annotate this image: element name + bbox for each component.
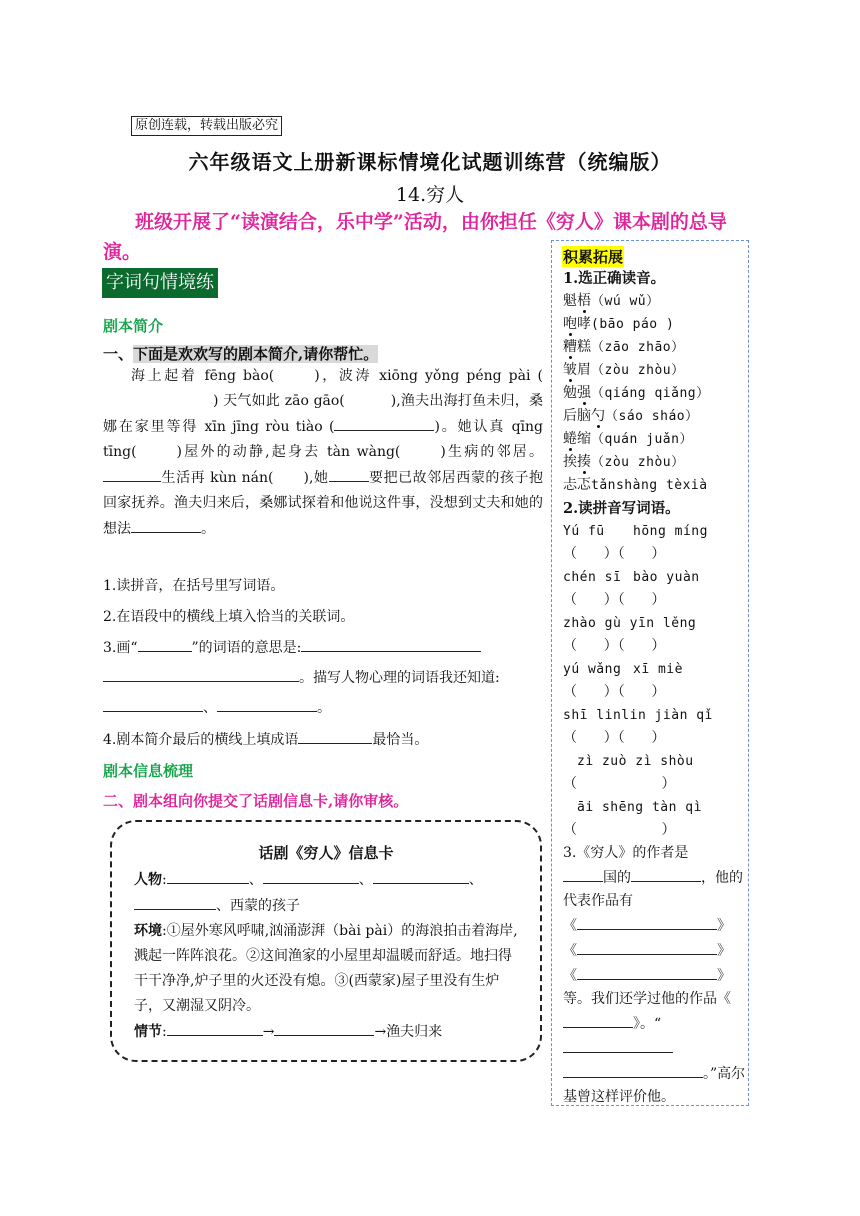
reading-item: 蜷缩（quán juǎn） xyxy=(563,431,693,447)
reading-item: 忐忑tǎnshàng tèxià xyxy=(563,477,708,493)
answer-blank[interactable] xyxy=(167,1019,263,1036)
answer-blank[interactable] xyxy=(134,893,216,910)
answer-blank[interactable] xyxy=(167,867,249,884)
reading-item: 勉强（qiáng qiǎng） xyxy=(563,385,710,401)
answer-blank[interactable] xyxy=(217,695,317,712)
reading-item: 皱眉（zòu zhòu） xyxy=(563,362,685,378)
sidebar-label: 积累拓展 xyxy=(563,248,624,266)
page-title: 六年级语文上册新课标情境化试题训练营（统编版） xyxy=(188,150,672,174)
answer-blank[interactable] xyxy=(329,465,369,482)
reading-item: 糟糕（zāo zhāo） xyxy=(563,339,685,355)
answer-blank[interactable] xyxy=(334,414,434,431)
answer-blank[interactable] xyxy=(373,867,469,884)
sidebar-content: 1.选正确读音。 魁梧（wú wǔ） 咆哮(bāo páo ) 糟糕（zāo zhāo） 皱眉（zòu zhòu） 勉强（qiáng qiǎng） 后脑勺（sáo sháo） 蜷缩（quán juǎn） 挨揍（zòu zhòu） 忐忑tǎnshàng tèxià 2.读拼音写词语。 Yú fū hōng míng （ ）（ ） chén sī bào yuàn （ ）（ ） zhào gù yīn lěng （ ）（ ） yú wǎng xī miè （ ）（ ） shī linlin jiàn qǐ （ ）（ ） zì zuò zì shòu （ ） āi shēng tàn qì （ ） 3.《穷人》的作者是 国的 ，他的代表作品有 《 》 《 》 《 》 等。我们还学过他的作品《》。“ 。”高尔基曾这样评价他。 xyxy=(563,267,748,1109)
question-1-heading: 一、下面是欢欢写的剧本简介,请你帮忙。 xyxy=(103,345,379,363)
lesson-title: 14.穷人 xyxy=(395,184,465,206)
question-2: 2.在语段中的横线上填入恰当的关联词。 xyxy=(103,609,355,625)
answer-blank[interactable] xyxy=(263,867,359,884)
subsection-info-review: 剧本信息梳理 xyxy=(103,762,194,780)
intro-text: 班级开展了“读演结合，乐中学”活动，由你担任《穷人》课本剧的总导演。 xyxy=(103,211,727,263)
reading-item: 后脑勺（sáo sháo） xyxy=(563,408,699,424)
info-card-title: 话剧《穷人》信息卡 xyxy=(258,844,394,862)
reading-item: 挨揍（zòu zhòu） xyxy=(563,454,685,470)
reading-item: 咆哮(bāo páo ) xyxy=(563,316,675,332)
copyright-stamp: 原创连载，转载出版必究 xyxy=(131,116,282,136)
answer-blank[interactable] xyxy=(103,665,299,682)
answer-blank[interactable] xyxy=(274,1019,374,1036)
answer-blank[interactable] xyxy=(103,465,161,482)
subsection-script-intro: 剧本简介 xyxy=(103,317,164,335)
reading-item: 魁梧（wú wǔ） xyxy=(563,293,660,309)
question-3: 3.画“ ”的词语的意思是: 。描写人物心理的词语我还知道:、 。 xyxy=(103,633,543,723)
answer-blank[interactable] xyxy=(103,695,203,712)
script-paragraph: 海上起着 fēng bào( )，波涛 xiōng yǒng péng pài () 天气如此 zāo gāo( ),渔夫出海打鱼未归，桑娜在家里等得 xīn jīng ròu tiào ( )。她认真 qīng tīng( )屋外的动静,起身去 tàn wàng( )生病的邻居。生活再 kùn nán( ),她 要把已故邻居西蒙的孩子抱回家抚养。渔夫归来后，桑娜试探着和他说这件事，没想到丈夫和她的想法 。 xyxy=(103,368,544,537)
answer-blank[interactable] xyxy=(298,727,372,744)
question-1: 1.读拼音，在括号里写词语。 xyxy=(103,578,285,594)
answer-blank[interactable] xyxy=(301,635,481,652)
question-4: 4.剧本简介最后的横线上填成语 最恰当。 xyxy=(103,725,543,755)
section-label: 字词句情境练 xyxy=(102,268,218,298)
answer-blank[interactable] xyxy=(131,516,201,533)
question-2-heading: 二、剧本组向你提交了话剧信息卡,请你审核。 xyxy=(103,792,409,810)
info-card-body: 人物: 、 、 、 、西蒙的孩子 环境:①屋外寒风呼啸,汹涌澎湃（bài pài）的海浪拍击着海岸,溅起一阵阵浪花。②这间渔家的小屋里却温暖而舒适。地扫得干干净净,炉子里的火还没有熄。③(西蒙家)屋子里没有生炉子，又潮湿又阴冷。 情节: → →渔夫归来 xyxy=(134,867,524,1045)
